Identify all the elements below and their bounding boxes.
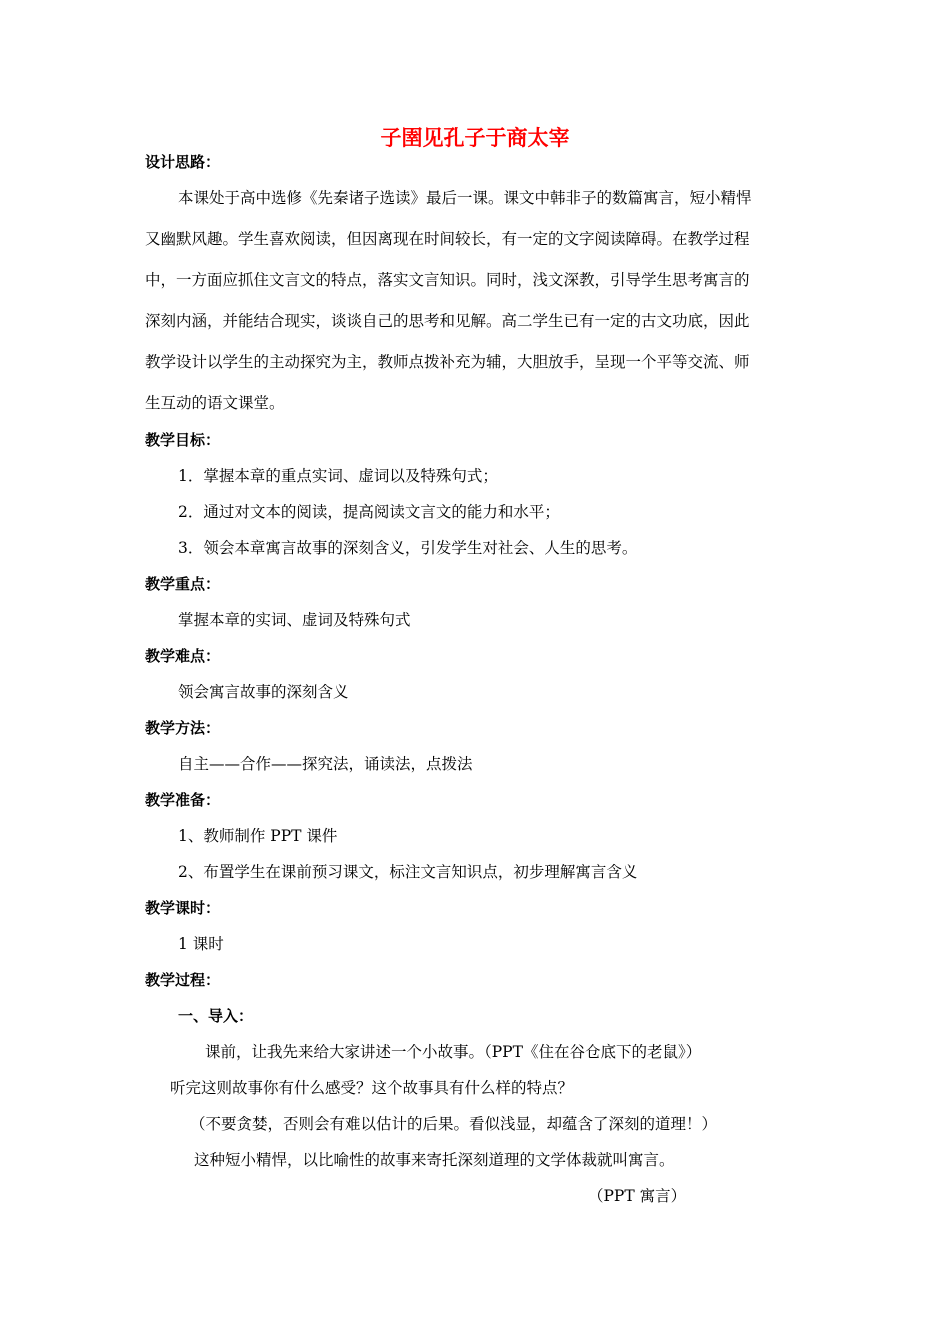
preparation-item-1: 1、教师制作 PPT 课件 bbox=[178, 827, 338, 845]
key-points-text: 掌握本章的实词、虚词及特殊句式 bbox=[178, 611, 411, 629]
methods-heading: 教学方法： bbox=[145, 719, 221, 737]
design-line-6: 生互动的语文课堂。 bbox=[145, 394, 285, 412]
process-line-4: 这种短小精悍，以比喻性的故事来寄托深刻道理的文学体裁就叫寓言。 bbox=[194, 1151, 675, 1169]
key-points-heading: 教学重点： bbox=[145, 575, 221, 593]
process-line-5: （PPT 寓言） bbox=[588, 1187, 687, 1205]
methods-text: 自主——合作——探究法，诵读法，点拨法 bbox=[178, 755, 473, 773]
process-line-2: 听完这则故事你有什么感受？这个故事具有什么样的特点？ bbox=[170, 1079, 574, 1097]
hours-heading: 教学课时： bbox=[145, 899, 221, 917]
objective-item-1: 1．掌握本章的重点实词、虚词以及特殊句式； bbox=[178, 467, 498, 485]
process-section-intro: 一、导入： bbox=[178, 1007, 254, 1025]
process-heading: 教学过程： bbox=[145, 971, 221, 989]
objective-item-2: 2．通过对文本的阅读，提高阅读文言文的能力和水平； bbox=[178, 503, 560, 521]
design-line-5: 教学设计以学生的主动探究为主，教师点拨补充为辅，大胆放手，呈现一个平等交流、师 bbox=[145, 353, 750, 371]
objectives-heading: 教学目标： bbox=[145, 431, 221, 449]
preparation-item-2: 2、布置学生在课前预习课文，标注文言知识点，初步理解寓言含义 bbox=[178, 863, 638, 881]
difficulties-text: 领会寓言故事的深刻含义 bbox=[178, 683, 349, 701]
document-title: 子圉见孔子于商太宰 bbox=[380, 126, 570, 150]
process-line-1: 课前，让我先来给大家讲述一个小故事。（PPT《住在谷仓底下的老鼠》） bbox=[205, 1043, 702, 1061]
process-line-3: （不要贪婪，否则会有难以估计的后果。看似浅显，却蕴含了深刻的道理！） bbox=[190, 1115, 718, 1133]
design-line-3: 中，一方面应抓住文言文的特点，落实文言知识。同时，浅文深教，引导学生思考寓言的 bbox=[145, 271, 750, 289]
preparation-heading: 教学准备： bbox=[145, 791, 221, 809]
design-heading: 设计思路： bbox=[145, 153, 221, 171]
design-line-1: 本课处于高中选修《先秦诸子选读》最后一课。课文中韩非子的数篇寓言，短小精悍 bbox=[178, 189, 752, 207]
difficulties-heading: 教学难点： bbox=[145, 647, 221, 665]
design-line-4: 深刻内涵，并能结合现实，谈谈自己的思考和见解。高二学生已有一定的古文功底，因此 bbox=[145, 312, 750, 330]
design-line-2: 又幽默风趣。学生喜欢阅读，但因离现在时间较长，有一定的文字阅读障碍。在教学过程 bbox=[145, 230, 750, 248]
objective-item-3: 3．领会本章寓言故事的深刻含义，引发学生对社会、人生的思考。 bbox=[178, 539, 638, 557]
hours-text: 1 课时 bbox=[178, 935, 224, 953]
